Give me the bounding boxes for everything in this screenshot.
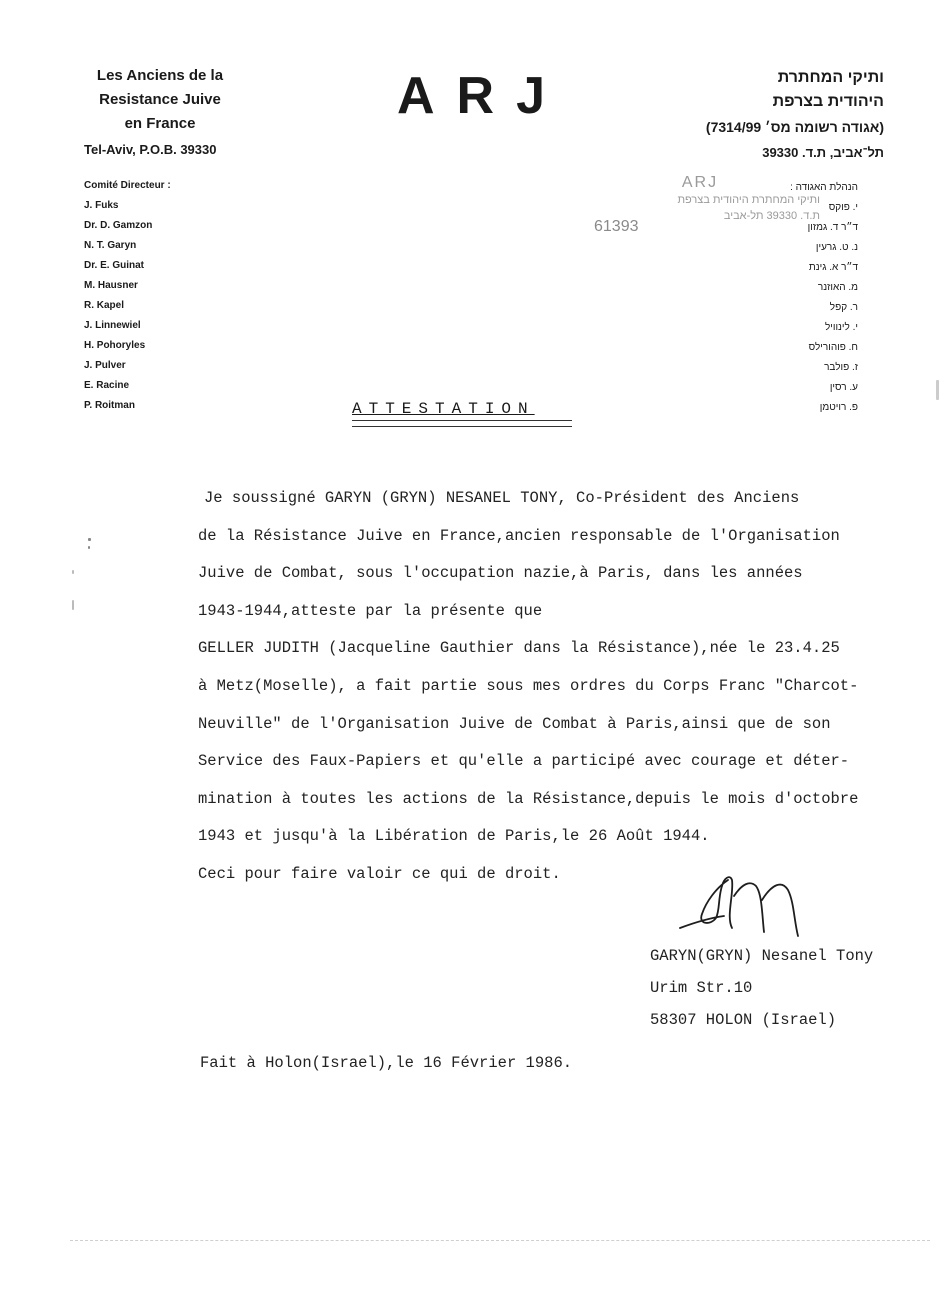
body-line: Neuville" de l'Organisation Juive de Combat à Paris,ainsi que de son	[198, 714, 831, 733]
body-line: de la Résistance Juive en France,ancien responsable de l'Organisation	[198, 526, 840, 545]
body-line: 1943 et jusqu'à la Libération de Paris,le 26 Août 1944.	[198, 827, 710, 846]
org-name-hebrew-line-1: ותיקי המחתרת	[777, 69, 884, 86]
body-line: Juive de Combat, sous l'occupation nazie,à Paris, dans les années	[198, 564, 803, 583]
org-name-line-3: en France	[124, 115, 196, 132]
committee-member: N. T. Garyn	[84, 240, 137, 251]
committee-member: M. Hausner	[84, 280, 138, 291]
org-name-line-1: Les Anciens de la	[96, 67, 224, 84]
committee-member: J. Pulver	[84, 360, 126, 371]
committee-member: J. Fuks	[84, 200, 119, 211]
org-address: Tel-Aviv, P.O.B. 39330	[84, 142, 217, 157]
scan-speck	[72, 600, 74, 610]
letterhead-french	[60, 64, 260, 136]
body-line: 1943-1944,atteste par la présente que	[198, 601, 543, 620]
committee-member-hebrew: מ. האוזנר	[817, 282, 858, 293]
dateline: Fait à Holon(Israel),le 16 Février 1986.	[200, 1054, 573, 1072]
handwritten-signature	[676, 862, 856, 952]
scan-speck	[88, 538, 91, 541]
scan-speck	[936, 380, 939, 400]
stamp-line-1: ותיקי המחתרת היהודית בצרפת	[677, 194, 820, 206]
org-registration-hebrew: (אגודה רשומה מס׳ 7314/99)	[705, 119, 884, 135]
committee-member: J. Linnewiel	[84, 320, 141, 331]
scan-fold-line	[70, 1240, 930, 1241]
committee-member-hebrew: נ. ט. גרעין	[815, 242, 858, 253]
committee-member-hebrew: ר. קפל	[829, 302, 858, 313]
committee-member-hebrew: ח. פוהורילס	[808, 342, 858, 353]
signer-block	[650, 940, 873, 1036]
committee-member-hebrew: י. פוקס	[828, 202, 858, 213]
committee-member: R. Kapel	[84, 300, 125, 311]
faded-stamp	[580, 174, 820, 235]
body-line: Ceci pour faire valoir ce qui de droit.	[198, 864, 561, 883]
body-line: Service des Faux-Papiers et qu'elle a participé avec courage et déter-	[198, 752, 850, 771]
signer-name: GARYN(GRYN) Nesanel Tony	[650, 947, 874, 965]
scan-speck	[88, 546, 90, 549]
org-name-hebrew-line-2: היהודית בצרפת	[772, 93, 884, 110]
signer-street: Urim Str.10	[650, 979, 753, 997]
signer-city: 58307 HOLON (Israel)	[650, 1011, 837, 1029]
letterhead-hebrew	[620, 66, 884, 166]
stamp-logo: ARJ	[681, 174, 719, 191]
body-line: GELLER JUDITH (Jacqueline Gauthier dans la Résistance),née le 23.4.25	[198, 639, 840, 658]
committee-member-hebrew: ז. פולבר	[824, 362, 858, 373]
committee-member-hebrew: פ. רויטמן	[819, 402, 858, 413]
committee-member: H. Pohoryles	[84, 340, 146, 351]
committee-member: Dr. E. Guinat	[84, 260, 145, 271]
body-line: à Metz(Moselle), a fait partie sous mes ordres du Corps Franc "Charcot-	[198, 676, 859, 695]
committee-heading: Comité Directeur :	[84, 180, 171, 191]
attestation-body	[198, 480, 928, 894]
body-line: Je soussigné GARYN (GRYN) NESANEL TONY, Co-Président des Anciens	[204, 489, 800, 507]
stamp-number: 61393	[594, 218, 639, 235]
committee-member-hebrew: ע. רסין	[829, 382, 858, 393]
committee-member: Dr. D. Gamzon	[84, 220, 153, 231]
committee-member: P. Roitman	[84, 400, 135, 411]
committee-member: E. Racine	[84, 380, 130, 391]
title-double-underline	[352, 420, 572, 427]
committee-member-hebrew: ד״ר א. גינת	[808, 262, 858, 273]
scan-speck	[72, 570, 74, 574]
committee-member-hebrew: ד״ר ד. גמזון	[807, 222, 858, 233]
body-line: mination à toutes les actions de la Résistance,depuis le mois d'octobre	[198, 789, 859, 808]
document-title: ATTESTATION	[352, 400, 535, 418]
committee-member-hebrew: י. לינוויל	[824, 322, 858, 333]
committee-list-french	[84, 180, 171, 420]
arj-logo: ARJ	[397, 67, 568, 125]
committee-heading-hebrew: הנהלת האגודה :	[790, 182, 858, 193]
org-name-line-2: Resistance Juive	[99, 91, 221, 108]
stamp-line-2: ת.ד. 39330 תל-אביב	[723, 210, 820, 222]
org-address-hebrew: תל־אביב, ת.ד. 39330	[762, 145, 884, 160]
